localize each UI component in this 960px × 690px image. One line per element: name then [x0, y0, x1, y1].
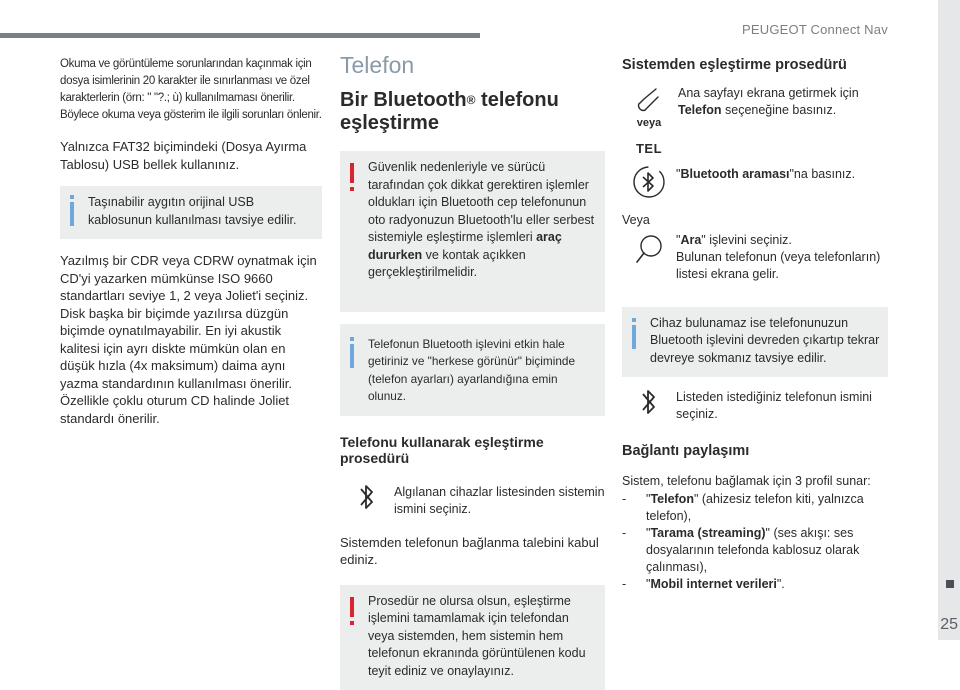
- bluetooth-icon-cell-2: [622, 385, 676, 419]
- info-mark-icon: [632, 325, 636, 349]
- veya-separator: Veya: [622, 212, 888, 230]
- connection-sharing-heading: Bağlantı paylaşımı: [622, 443, 888, 459]
- phone-step-select: [340, 480, 605, 518]
- header-title: PEUGEOT Connect Nav: [742, 22, 888, 37]
- veya-label: veya: [637, 117, 661, 129]
- open-phone-text: [676, 85, 888, 119]
- list-item-bold: Telefon: [650, 492, 694, 506]
- visibility-info-text: Telefonun Bluetooth işlevini etkin hale getiriniz ve "herkese görünür" biçiminde (telefon ayarları) ayarlandığına emin olunuz.: [368, 336, 597, 406]
- warning-mark-icon: [350, 597, 354, 617]
- list-quote: ": [646, 577, 650, 591]
- list-dash: -: [622, 491, 646, 525]
- list-item-text: [646, 576, 785, 593]
- bluetooth-icon: [641, 385, 657, 419]
- not-found-info-text: Cihaz bulunamaz ise telefonunuzun Bluetooth işlevini devreden çıkartıp tekrar devreye sokmanız tavsiye edilir.: [650, 315, 880, 368]
- system-step-phone: [622, 85, 888, 156]
- list-item-rest: ".: [777, 577, 785, 591]
- section-title: Telefon: [340, 52, 605, 79]
- confirm-code-warning-box: [340, 585, 605, 690]
- bluetooth-circle-icon: [631, 164, 667, 200]
- list-item: [622, 491, 888, 525]
- step3-quote: ": [676, 233, 680, 247]
- page-number: 25: [940, 616, 958, 634]
- column-2: [340, 52, 605, 690]
- confirm-code-text: Prosedür ne olursa olsun, eşleştirme işlemini tamamlamak için telefondan veya sistemden, hem sistemin hem telefonun ekranında görüntülenen kodu teyit ediniz ve onaylayınız.: [368, 593, 597, 681]
- system-step-search: [622, 232, 888, 283]
- heading-part-2: telefonu eşleştirme: [340, 89, 559, 134]
- phone-pairing-subheading: Telefonu kullanarak eşleştirme prosedürü: [340, 434, 605, 466]
- profiles-intro: Sistem, telefonu bağlamak için 3 profil sunar:: [622, 473, 888, 491]
- safety-warning-box: [340, 151, 605, 312]
- step3-line2: Bulunan telefonun (veya telefonların) listesi ekrana gelir.: [676, 250, 880, 281]
- warning-text-a: Güvenlik nedenleriyle ve sürücü tarafından çok dikkat gerektiren işlemler oldukları için Bluetooth cep telefonunun oto radyonuzun Bluetooth'lu eller serbest sistemiyle eşleştirme işlemleri: [368, 160, 594, 244]
- system-step-bluetooth-search: [622, 164, 888, 200]
- bluetooth-icon-cell: [622, 164, 676, 200]
- step3-text-b: " işlevini seçiniz.: [701, 233, 792, 247]
- list-dash: -: [622, 576, 646, 593]
- heading-part-1: Bir Bluetooth: [340, 89, 467, 111]
- step1-text-b: seçeneğine basınız.: [722, 103, 837, 117]
- list-item: [622, 576, 888, 593]
- list-item-rest: " (ahizesiz telefon kiti, yalnızca telefon),: [646, 492, 864, 523]
- step2-text-b: "na basınız.: [790, 167, 856, 181]
- step3-text-bold: Ara: [680, 233, 701, 247]
- search-step-text: [676, 232, 888, 283]
- side-strip: [938, 0, 960, 640]
- list-item: [622, 525, 888, 576]
- registered-mark: ®: [467, 93, 476, 107]
- not-found-info-box: [622, 307, 888, 378]
- system-pairing-heading: Sistemden eşleştirme prosedürü: [622, 57, 888, 73]
- usb-cable-info-text: Taşınabilir aygıtın orijinal USB kablosunun kullanılması tavsiye edilir.: [88, 194, 314, 229]
- header-rule: [0, 33, 480, 38]
- column-3: [622, 52, 888, 593]
- system-step-select-phone: [622, 385, 888, 423]
- file-name-note: Okuma ve görüntüleme sorunlarından kaçınmak için dosya isimlerinin 20 karakter ile sınırlanması ve özel karakterlerin (örn: " "?.; ù) kullanılmaması önerilir. Böylece okuma veya gösterim ile ilgili sorunları önlenir.: [60, 56, 322, 124]
- list-item-text: [646, 491, 888, 525]
- accept-request-paragraph: Sistemden telefonun bağlanma talebini kabul ediniz.: [340, 534, 605, 569]
- info-mark-icon: [70, 202, 74, 226]
- visibility-info-box: [340, 324, 605, 416]
- info-mark-icon: [350, 344, 354, 368]
- warning-mark-icon: [350, 163, 354, 183]
- safety-warning-text: [368, 159, 597, 282]
- list-dash: -: [622, 525, 646, 576]
- bluetooth-icon: [340, 480, 394, 514]
- select-phone-text: Listeden istediğiniz telefonun ismini seçiniz.: [676, 385, 888, 423]
- bluetooth-pairing-heading: [340, 89, 605, 135]
- search-icon-cell: [622, 232, 676, 272]
- list-item-rest: " (ses akışı: ses dosyalarının telefonda kablosuz olarak çalınması),: [646, 526, 859, 574]
- usb-format-paragraph: Yalnızca FAT32 biçimindeki (Dosya Ayırma Tablosu) USB bellek kullanınız.: [60, 138, 322, 173]
- profile-list: [622, 491, 888, 593]
- step1-text-a: Ana sayfayı ekrana getirmek için: [678, 86, 859, 100]
- phone-handset-icon: [636, 85, 662, 115]
- step2-quote: ": [676, 167, 680, 181]
- tel-label: TEL: [636, 141, 662, 156]
- side-marker: [946, 580, 954, 588]
- list-quote: ": [646, 526, 650, 540]
- list-item-text: [646, 525, 888, 576]
- phone-icon-cell: [622, 85, 676, 156]
- usb-cable-info-box: [60, 186, 322, 239]
- step1-text-bold: Telefon: [678, 103, 722, 117]
- column-1: [60, 52, 322, 427]
- select-system-text: Algılanan cihazlar listesinden sistemin ismini seçiniz.: [394, 480, 605, 518]
- step2-text-bold: Bluetooth araması: [680, 167, 789, 181]
- search-icon: [633, 232, 665, 272]
- list-item-bold: Tarama (streaming): [650, 526, 765, 540]
- bluetooth-search-text: [676, 164, 855, 183]
- warning-text-b: ve kontak açıkken gerçekleştirilmelidir.: [368, 248, 526, 280]
- warning-text-bold: araç dururken: [368, 230, 562, 262]
- list-quote: ": [646, 492, 650, 506]
- list-item-bold: Mobil internet verileri: [650, 577, 776, 591]
- cd-recording-paragraph: Yazılmış bir CDR veya CDRW oynatmak için CD'yi yazarken mümkünse ISO 9660 standartları seviye 1, 2 veya Joliet'i seçiniz. Disk başka bir biçimde yazılırsa düzgün biçimde oynatılmayabilir. En iyi akustik kalitesi için ayrı diskte mümkün olan en düşük hızla (4x maksimum) daima aynı yazma standardının kullanılması önerilir. Özellikle çoklu oturum CD halinde Joliet standardı önerilir.: [60, 252, 322, 427]
